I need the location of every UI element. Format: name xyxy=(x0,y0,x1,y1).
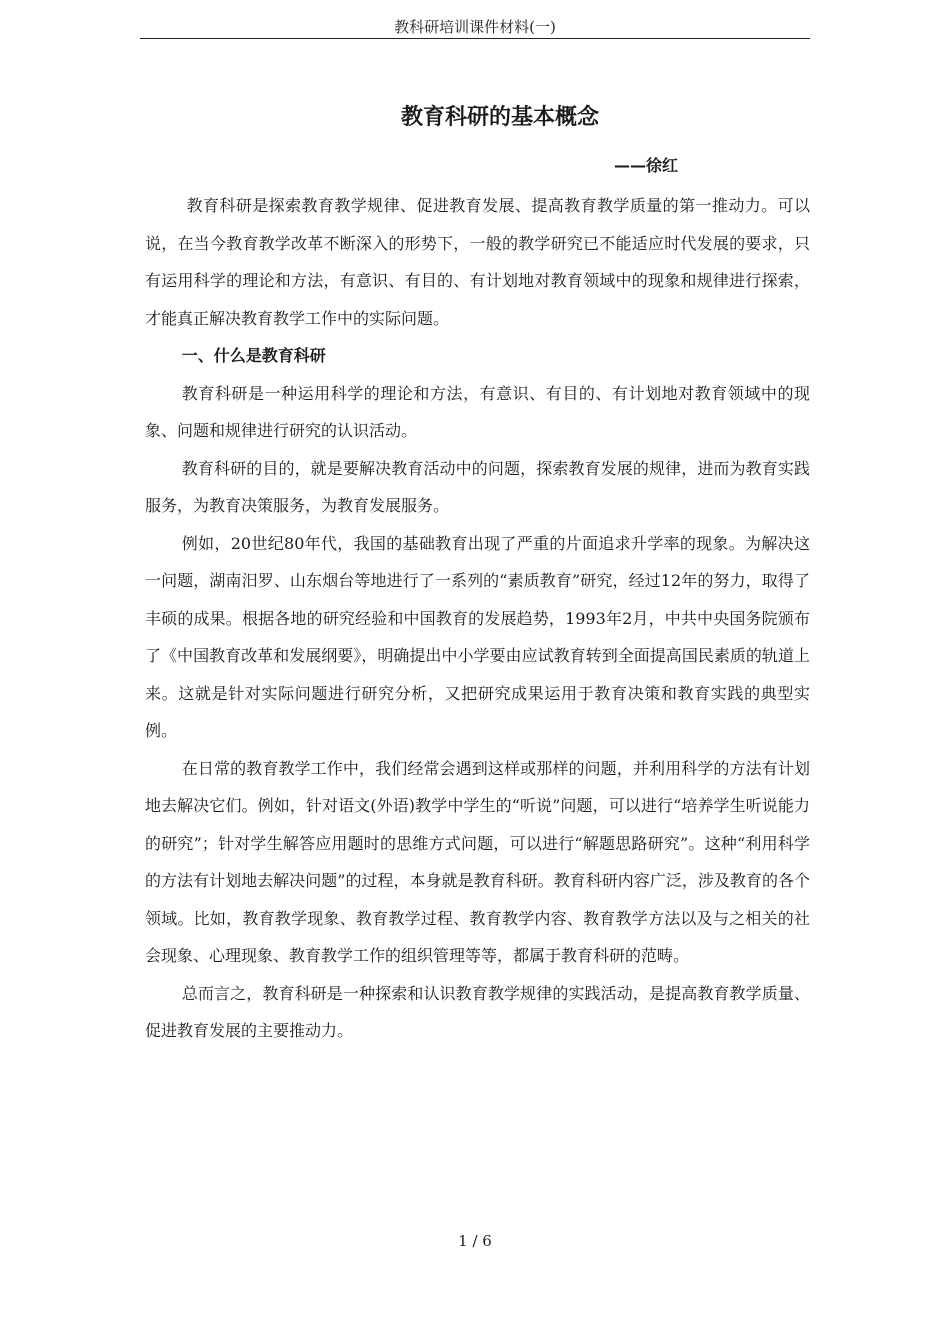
page-footer xyxy=(0,1230,950,1252)
section-heading: 一、什么是教育科研 xyxy=(181,346,326,365)
document-body xyxy=(145,187,810,1050)
document-title: 教育科研的基本概念 xyxy=(400,105,599,130)
paragraph-daily-work: 在日常的教育教学工作中，我们经常会遇到这样或那样的问题，并利用科学的方法有计划地去解决它们。例如，针对语文(外语)教学中学生的“听说”问题，可以进行“培养学生听说能力的研究”；针对学生解答应用题时的思维方式问题，可以进行“解题思路研究”。这种“利用科学的方法有计划地去解决问题”的过程，本身就是教育科研。教育科研内容广泛，涉及教育的各个领域。比如，教育教学现象、教育教学过程、教育教学内容、教育教学方法以及与之相关的社会现象、心理现象、教育教学工作的组织管理等等，都属于教育科研的范畴。 xyxy=(145,758,810,965)
page-header xyxy=(140,16,810,39)
paragraph-purpose: 教育科研的目的，就是要解决教育活动中的问题，探索教育发展的规律，进而为教育实践服务，为教育决策服务，为教育发展服务。 xyxy=(145,458,810,515)
document-author: ——徐红 xyxy=(614,156,679,175)
intro-paragraph: 教育科研是探索教育教学规律、促进教育发展、提高教育教学质量的第一推动力。可以说，在当今教育教学改革不断深入的形势下，一般的教学研究已不能适应时代发展的要求，只有运用科学的理论和方法，有意识、有目的、有计划地对教育领域中的现象和规律进行探索，才能真正解决教育教学工作中的实际问题。 xyxy=(145,196,810,328)
paragraph-summary: 总而言之，教育科研是一种探索和认识教育教学规律的实践活动，是提高教育教学质量、促进教育发展的主要推动力。 xyxy=(145,983,810,1040)
paragraph-definition: 教育科研是一种运用科学的理论和方法，有意识、有目的、有计划地对教育领域中的现象、问题和规律进行研究的认识活动。 xyxy=(145,383,810,440)
page-number: 1 / 6 xyxy=(458,1232,492,1250)
paragraph-example: 例如，20世纪80年代，我国的基础教育出现了严重的片面追求升学率的现象。为解决这一问题，湖南汨罗、山东烟台等地进行了一系列的“素质教育”研究，经过12年的努力，取得了丰硕的成果。根据各地的研究经验和中国教育的发展趋势，1993年2月，中共中央国务院颁布了《中国教育改革和发展纲要》，明确提出中小学要由应试教育转到全面提高国民素质的轨道上来。这就是针对实际问题进行研究分析，又把研究成果运用于教育决策和教育实践的典型实例。 xyxy=(145,533,810,740)
header-text: 教科研培训课件材料(一) xyxy=(394,18,556,36)
